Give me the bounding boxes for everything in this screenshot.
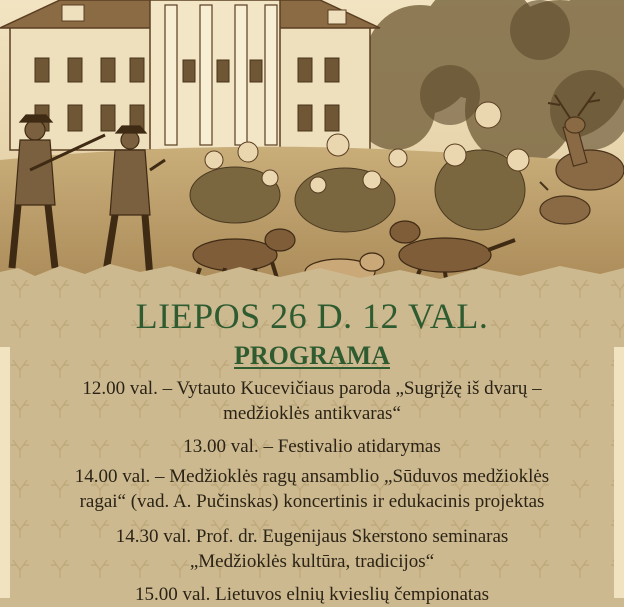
- program-item-line: medžioklės antikvaras“: [223, 403, 401, 424]
- program-item-1500: [0, 582, 624, 607]
- program-item-1430: [0, 524, 624, 574]
- program-title-text: PROGRAMA: [234, 341, 390, 370]
- program-item-line: ragai“ (vad. A. Pučinskas) koncertinis ir edukacinis projektas: [79, 491, 545, 512]
- program-item-1300: [0, 434, 624, 459]
- program-title: [0, 340, 624, 372]
- program-item-line: 14.00 val. – Medžioklės ragų ansamblio „Sūduvos medžioklės: [74, 466, 550, 487]
- event-date-headline: LIEPOS 26 D. 12 VAL.: [135, 296, 489, 336]
- program-item-line: 12.00 val. – Vytauto Kucevičiaus paroda „Sugrįžę iš dvarų –: [82, 378, 542, 399]
- program-item-line: 13.00 val. – Festivalio atidarymas: [183, 436, 441, 457]
- program-item-1400: [0, 464, 624, 514]
- program-item-line: „Medžioklės kultūra, tradicijos“: [189, 551, 435, 572]
- program-item-1200: [0, 376, 624, 426]
- program-item-line: 15.00 val. Lietuvos elnių kvieslių čempionatas: [134, 584, 490, 605]
- program-item-line: 14.30 val. Prof. dr. Eugenijaus Skerstono seminaras: [115, 526, 509, 547]
